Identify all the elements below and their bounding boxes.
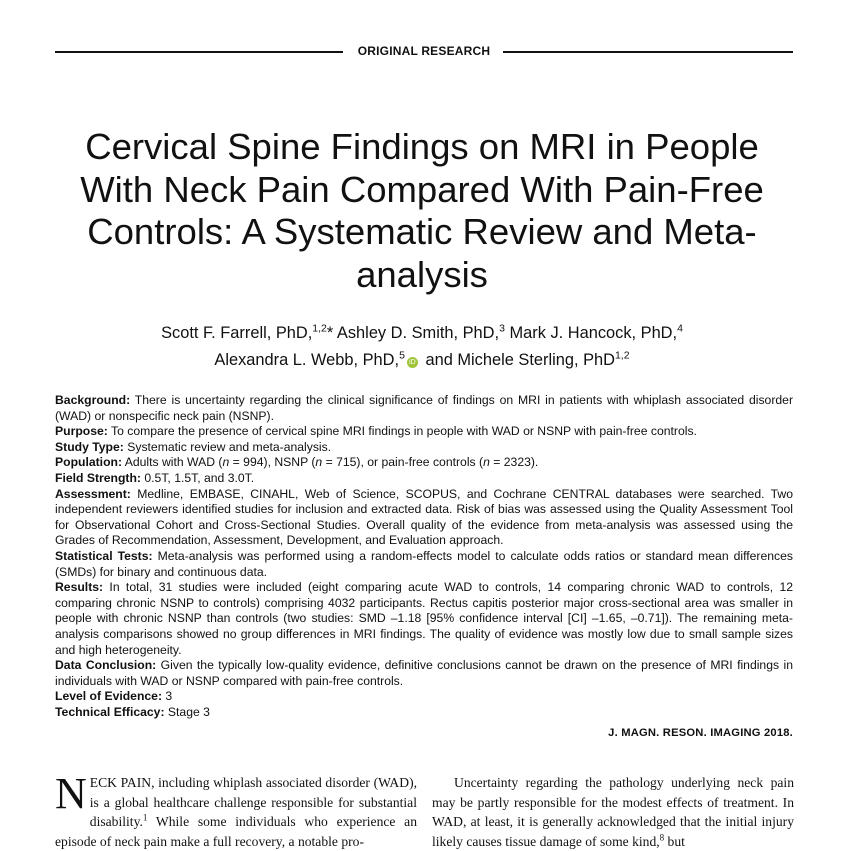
abstract-level-of-evidence: Level of Evidence: 3 — [55, 689, 173, 704]
abstract — [55, 393, 793, 720]
author-affiliation: 1,2 — [312, 322, 327, 335]
body-column-left — [55, 769, 417, 851]
author-name[interactable]: Alexandra L. Webb, PhD, — [214, 351, 400, 369]
body-paragraph: Uncertainty regarding the pathology underlying neck pain may be partly responsible for the modest effects of treatment. In WAD, at least, it is generally acknowledged that the initial injury likely causes tissue damage of some kind,$^8$ but — [432, 775, 794, 849]
article-title: Cervical Spine Findings on MRI in People With Neck Pain Compared With Pain-Free Controls: A Systematic Review and Meta-analysis — [80, 126, 764, 295]
abstract-data-conclusion: Data Conclusion: Given the typically low-quality evidence, definitive conclusions cannot be drawn on the presence of MRI findings in individuals with WAD or NSNP compared with pain-free controls. — [55, 658, 793, 688]
reference-link[interactable]: 8 — [659, 832, 665, 843]
corresponding-author-mark: * — [326, 324, 334, 342]
header-rule-right — [503, 51, 793, 53]
body-paragraph: NECK PAIN, including whiplash associated disorder (WAD), is a global healthcare challenge responsible for substantial disability.$^1$ While some individuals who experience an episode of neck pain make a full recovery, a notable pro- — [55, 769, 417, 849]
small-caps-lead: ECK PAIN — [89, 775, 152, 790]
author-affiliation: 3 — [499, 322, 505, 335]
author-name[interactable]: and Michele Sterling, PhD — [420, 351, 615, 369]
author-name[interactable]: Mark J. Hancock, PhD, — [504, 324, 678, 342]
abstract-results: Results: In total, 31 studies were included (eight comparing acute WAD to controls, 14 comparing chronic WAD to controls, 12 comparing chronic NSNP to controls) comprising 4032 participants. Rectus capitis posterior major cross-sectional area was smaller in people with chronic NSNP than controls (two studies: SMD –1.18 [95% confidence interval [CI] –1.65, –0.71]). The remaining meta-analysis comparisons showed no group differences in MRI findings. The quality of evidence was mostly low due to small sample sizes and high heterogeneity. — [55, 580, 793, 657]
author-list — [60, 320, 784, 374]
journal-citation: J. MAGN. RESON. IMAGING 2018. — [608, 727, 793, 739]
abstract-population: Population: Adults with WAD (n = 994), NSNP (n = 715), or pain-free controls (n = 2323). — [55, 455, 539, 470]
reference-link[interactable]: 1 — [142, 812, 148, 823]
orcid-icon[interactable]: iD — [407, 357, 418, 368]
drop-cap: N — [55, 769, 87, 818]
abstract-background: Background: There is uncertainty regarding the clinical significance of findings on MRI in patients with whiplash associated disorder (WAD) or nonspecific neck pain (NSNP). — [55, 393, 793, 423]
abstract-statistical-tests: Statistical Tests: Meta-analysis was performed using a random-effects model to calculate odds ratios or standard mean differences (SMDs) for binary and continuous data. — [55, 548, 794, 579]
abstract-study-type: Study Type: Systematic review and meta-analysis. — [55, 439, 332, 454]
author-affiliation: 4 — [677, 322, 683, 335]
abstract-field-strength: Field Strength: 0.5T, 1.5T, and 3.0T. — [55, 470, 255, 485]
section-header — [55, 43, 793, 61]
abstract-assessment: Assessment: Medline, EMBASE, CINAHL, Web of Science, SCOPUS, and Cochrane CENTRAL databases were searched. Two independent reviewers identified studies for inclusion and extracted data. Risk of bias was assessed using the Quality Assessment Tool for Observational Cohort and Cross-Sectional Studies. Overall quality of the evidence from meta-analysis was assessed using the Grades of Recommendation, Assessment, Development, and Evaluation approach. — [55, 486, 793, 548]
author-name[interactable]: Scott F. Farrell, PhD, — [161, 324, 313, 342]
abstract-purpose: Purpose: To compare the presence of cervical spine MRI findings in people with WAD or NSNP with pain-free controls. — [55, 424, 697, 439]
author-name[interactable]: Ashley D. Smith, PhD, — [333, 324, 500, 342]
section-label: ORIGINAL RESEARCH — [357, 44, 491, 58]
abstract-technical-efficacy: Technical Efficacy: Stage 3 — [55, 704, 210, 719]
body-column-right — [432, 773, 794, 851]
author-affiliation: 5 — [399, 349, 405, 362]
author-affiliation: 1,2 — [614, 349, 630, 362]
